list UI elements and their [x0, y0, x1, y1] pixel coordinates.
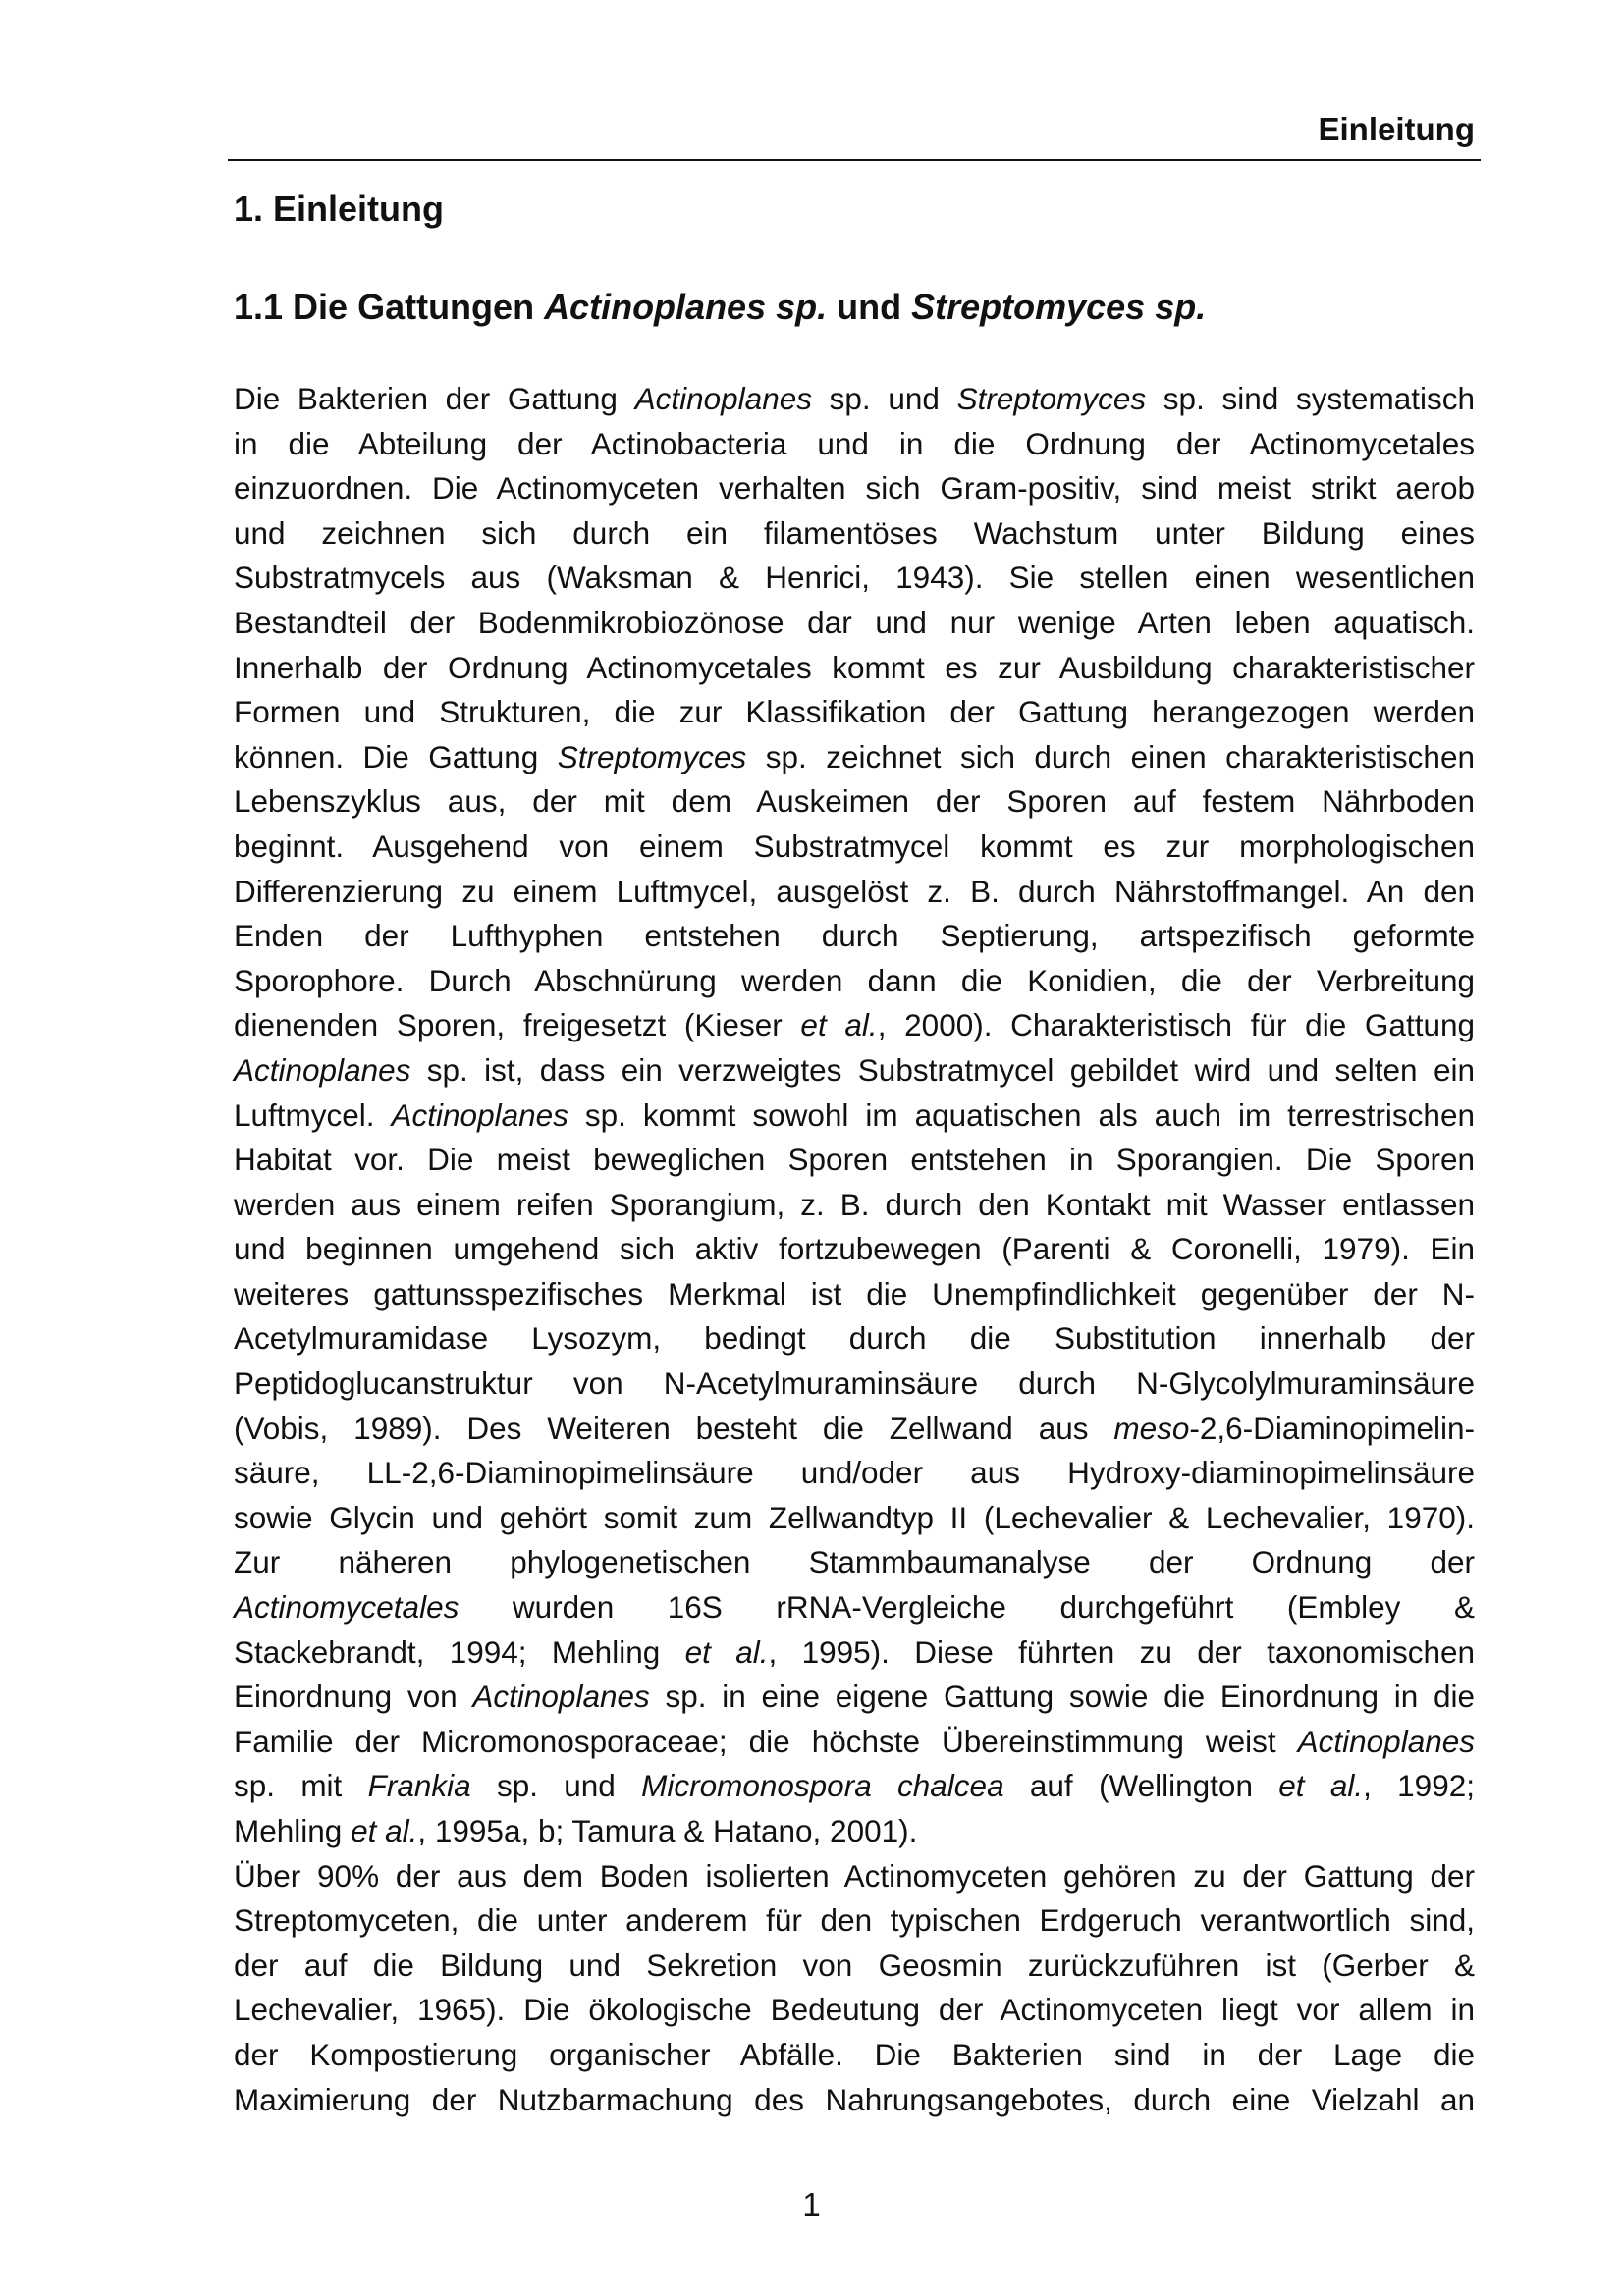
text-run: Luftmycel.	[234, 1096, 392, 1133]
section-heading-and: und	[827, 287, 912, 327]
text-run: (Vobis, 1989). Des Weiteren besteht die Zellwand aus	[234, 1410, 1114, 1446]
text-run: in die Abteilung der Actinobacteria und in die Ordnung der Actinomycetales	[234, 425, 1475, 461]
text-line	[234, 1138, 1475, 1183]
text-line	[234, 1048, 1475, 1094]
text-line	[234, 2033, 1475, 2078]
text-run: können. Die Gattung	[234, 738, 558, 774]
text-line	[234, 646, 1475, 691]
text-line	[234, 1898, 1475, 1944]
text-line	[234, 1585, 1475, 1630]
text-run: beginnt. Ausgehend von einem Substratmycel kommt es zur morphologischen	[234, 828, 1475, 864]
text-line	[234, 779, 1475, 825]
text-run: Enden der Lufthyphen entstehen durch Septierung, artspezifisch geformte	[234, 918, 1475, 954]
text-line	[234, 1854, 1475, 1899]
text-run: weiteres gattunsspezifisches Merkmal ist die Unempfindlichkeit gegenüber der N-	[234, 1275, 1475, 1311]
text-run: Die Bakterien der Gattung	[234, 381, 635, 416]
text-run: der Kompostierung organischer Abfälle. Die Bakterien sind in der Lage die	[234, 2036, 1475, 2072]
text-line	[234, 556, 1475, 601]
text-line	[234, 1362, 1475, 1407]
text-run: Maximierung der Nutzbarmachung des Nahrungsangebotes, durch eine Vielzahl an	[234, 2081, 1475, 2117]
text-line	[234, 1227, 1475, 1272]
text-run: sowie Glycin und gehört somit zum Zellwandtyp II (Lechevalier & Lechevalier, 1970).	[234, 1499, 1475, 1535]
text-run: einzuordnen. Die Actinomyceten verhalten sich Gram-positiv, sind meist strikt aerob	[234, 470, 1475, 507]
text-run: sp. mit	[234, 1768, 368, 1804]
text-line	[234, 1094, 1475, 1139]
text-run: Habitat vor. Die meist beweglichen Sporen entstehen in Sporangien. Die Sporen	[234, 1142, 1475, 1178]
running-head: Einleitung	[1318, 111, 1475, 147]
text-line	[234, 1407, 1475, 1452]
section-heading-prefix: 1.1 Die Gattungen	[234, 287, 545, 327]
italic-term: et al.	[684, 1633, 769, 1670]
text-run: Innerhalb der Ordnung Actinomycetales kommt es zur Ausbildung charakteristischer	[234, 649, 1475, 685]
italic-term: meso	[1113, 1410, 1190, 1446]
text-run: , 1995a, b; Tamura & Hatano, 2001).	[417, 1813, 918, 1848]
italic-term: et al.	[351, 1813, 418, 1848]
text-run: Über 90% der aus dem Boden isolierten Actinomyceten gehören zu der Gattung der	[234, 1857, 1475, 1894]
text-line	[234, 959, 1475, 1004]
text-line	[234, 1988, 1475, 2033]
text-run: sp. zeichnet sich durch einen charakteristischen	[746, 738, 1475, 774]
text-line	[234, 690, 1475, 735]
text-run: dienenden Sporen, freigesetzt (Kieser	[234, 1007, 801, 1043]
text-run: Streptomyceten, die unter anderem für den typischen Erdgeruch verantwortlich sind,	[234, 1902, 1475, 1939]
text-line	[234, 2078, 1475, 2123]
text-run: Lechevalier, 1965). Die ökologische Bedeutung der Actinomyceten liegt vor allem in	[234, 1992, 1475, 2028]
text-line	[234, 870, 1475, 915]
text-run: , 2000). Charakteristisch für die Gattung	[877, 1007, 1476, 1043]
text-line	[234, 825, 1475, 870]
text-run: sp. sind systematisch	[1146, 381, 1475, 416]
text-run: Mehling	[234, 1813, 352, 1848]
italic-term: Actinomycetales	[234, 1589, 460, 1626]
italic-term: Streptomyces	[956, 381, 1147, 416]
italic-term: et al.	[800, 1007, 878, 1043]
italic-term: Actinoplanes	[472, 1679, 650, 1715]
italic-term: Streptomyces	[557, 738, 747, 774]
text-line	[234, 1675, 1475, 1720]
text-run: sp. und	[470, 1768, 642, 1804]
section-heading-genus-streptomyces: Streptomyces sp.	[911, 287, 1207, 327]
text-run: wurden 16S rRNA-Vergleiche durchgeführt (Embley &	[459, 1589, 1475, 1626]
text-line	[234, 914, 1475, 959]
text-run: sp. ist, dass ein verzweigtes Substratmycel gebildet wird und selten ein	[410, 1051, 1475, 1088]
text-line	[234, 466, 1475, 511]
text-run: Bestandteil der Bodenmikrobiozönose dar und nur wenige Arten leben aquatisch.	[234, 604, 1475, 640]
section-heading-genus-actinoplanes: Actinoplanes sp.	[544, 287, 828, 327]
text-run: -2,6-Diaminopimelin-	[1189, 1410, 1475, 1446]
text-run: Peptidoglucanstruktur von N-Acetylmuraminsäure durch N-Glycolylmuraminsäure	[234, 1365, 1475, 1402]
text-run: Formen und Strukturen, die zur Klassifikation der Gattung herangezogen werden	[234, 694, 1475, 730]
text-line	[234, 1764, 1475, 1809]
italic-term: Frankia	[367, 1768, 471, 1804]
text-line	[234, 601, 1475, 646]
text-run: und beginnen umgehend sich aktiv fortzubewegen (Parenti & Coronelli, 1979). Ein	[234, 1231, 1475, 1267]
text-line	[234, 377, 1475, 422]
chapter-heading: 1. Einleitung	[234, 188, 445, 229]
italic-term: Actinoplanes	[234, 1051, 411, 1088]
text-line	[234, 1944, 1475, 1989]
italic-term: Actinoplanes	[634, 381, 812, 416]
text-line	[234, 1316, 1475, 1362]
text-run: sp. kommt sowohl im aquatischen als auch im terrestrischen	[568, 1096, 1475, 1133]
text-run: Einordnung von	[234, 1679, 473, 1715]
text-line	[234, 1003, 1475, 1048]
section-heading	[234, 285, 1206, 330]
italic-term: Actinoplanes	[391, 1096, 568, 1133]
text-run: auf (Wellington	[1003, 1768, 1279, 1804]
body-text	[234, 377, 1475, 2122]
page-header	[228, 110, 1481, 161]
text-run: der auf die Bildung und Sekretion von Geosmin zurückzuführen ist (Gerber &	[234, 1947, 1475, 1983]
text-run: Familie der Micromonosporaceae; die höchste Übereinstimmung weist	[234, 1723, 1298, 1759]
text-line	[234, 1496, 1475, 1541]
text-line	[234, 735, 1475, 780]
text-line	[234, 1809, 1475, 1854]
text-line	[234, 1451, 1475, 1496]
italic-term: Micromonospora chalcea	[641, 1768, 1004, 1804]
text-run: sp. in eine eigene Gattung sowie die Einordnung in die	[649, 1679, 1475, 1715]
text-run: Substratmycels aus (Waksman & Henrici, 1943). Sie stellen einen wesentlichen	[234, 560, 1475, 596]
italic-term: Actinoplanes	[1297, 1723, 1475, 1759]
text-run: säure, LL-2,6-Diaminopimelinsäure und/oder aus Hydroxy-diaminopimelinsäure	[234, 1455, 1475, 1491]
text-line	[234, 1540, 1475, 1585]
text-run: Stackebrandt, 1994; Mehling	[234, 1633, 685, 1670]
text-run: , 1995). Diese führten zu der taxonomischen	[768, 1633, 1475, 1670]
text-run: Differenzierung zu einem Luftmycel, ausgelöst z. B. durch Nährstoffmangel. An den	[234, 873, 1475, 909]
page-number: 1	[802, 2186, 821, 2222]
text-run: Zur näheren phylogenetischen Stammbaumanalyse der Ordnung der	[234, 1544, 1475, 1580]
text-line	[234, 1630, 1475, 1676]
text-line	[234, 511, 1475, 557]
italic-term: et al.	[1278, 1768, 1364, 1804]
text-line	[234, 1720, 1475, 1765]
text-line	[234, 1272, 1475, 1317]
text-line	[234, 1183, 1475, 1228]
text-run: und zeichnen sich durch ein filamentöses Wachstum unter Bildung eines	[234, 514, 1475, 551]
text-run: , 1992;	[1363, 1768, 1475, 1804]
text-line	[234, 422, 1475, 467]
text-run: sp. und	[811, 381, 957, 416]
text-run: Sporophore. Durch Abschnürung werden dann die Konidien, die der Verbreitung	[234, 962, 1475, 998]
text-run: Acetylmuramidase Lysozym, bedingt durch die Substitution innerhalb der	[234, 1320, 1475, 1357]
text-run: werden aus einem reifen Sporangium, z. B. durch den Kontakt mit Wasser entlassen	[234, 1186, 1475, 1222]
text-run: Lebenszyklus aus, der mit dem Auskeimen der Sporen auf festem Nährboden	[234, 783, 1475, 820]
